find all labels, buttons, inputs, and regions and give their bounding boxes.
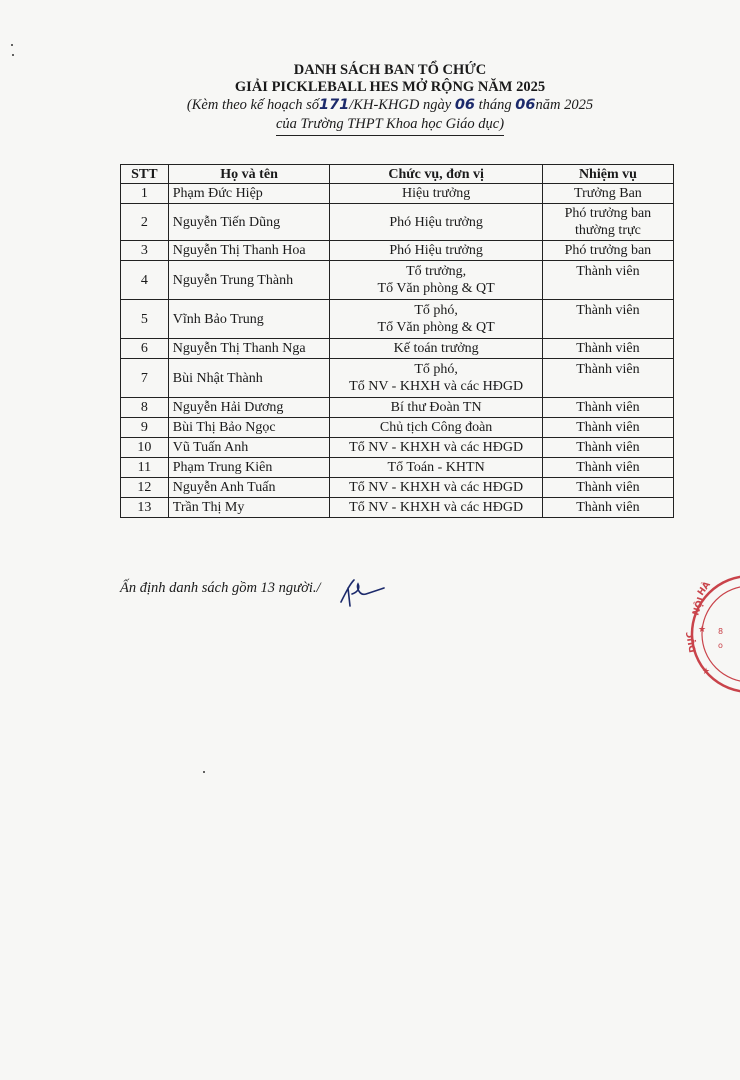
cell-stt: 4 — [121, 261, 169, 300]
handwritten-month: 06 — [515, 97, 536, 113]
svg-text:★: ★ — [702, 667, 711, 677]
cell-name: Vĩnh Bảo Trung — [168, 300, 330, 339]
column-header-role: Chức vụ, đơn vị — [330, 165, 542, 184]
cell-task: Phó trưởng ban — [542, 241, 673, 261]
cell-stt: 5 — [121, 300, 169, 339]
cell-stt: 3 — [121, 241, 169, 261]
cell-stt: 2 — [121, 204, 169, 241]
cell-role: Chủ tịch Công đoàn — [330, 418, 542, 438]
cell-task: Thành viên — [542, 339, 673, 359]
table-row — [121, 359, 674, 398]
document-issuer: của Trường THPT Khoa học Giáo dục) — [276, 115, 504, 136]
signature-mark-icon — [338, 578, 386, 608]
cell-name: Nguyễn Trung Thành — [168, 261, 330, 300]
table-row — [121, 458, 674, 478]
table-row — [121, 204, 674, 241]
cell-role: Tổ NV - KHXH và các HĐGD — [330, 478, 542, 498]
cell-stt: 10 — [121, 438, 169, 458]
svg-text:★: ★ — [698, 625, 707, 635]
cell-task: Thành viên — [542, 398, 673, 418]
cell-role: Tổ phó, Tổ Văn phòng & QT — [330, 300, 542, 339]
column-header-stt: STT — [121, 165, 169, 184]
scan-speck — [12, 54, 14, 56]
cell-name: Bùi Thị Bảo Ngọc — [168, 418, 330, 438]
cell-role: Tổ phó, Tổ NV - KHXH và các HĐGD — [330, 359, 542, 398]
cell-task: Trưởng Ban — [542, 184, 673, 204]
cell-role: Hiệu trưởng — [330, 184, 542, 204]
table-row — [121, 300, 674, 339]
cell-name: Nguyễn Hải Dương — [168, 398, 330, 418]
cell-task: Thành viên — [542, 418, 673, 438]
cell-role: Tổ NV - KHXH và các HĐGD — [330, 438, 542, 458]
cell-role: Tổ trưởng, Tổ Văn phòng & QT — [330, 261, 542, 300]
cell-name: Phạm Đức Hiệp — [168, 184, 330, 204]
cell-stt: 8 — [121, 398, 169, 418]
cell-name: Vũ Tuấn Anh — [168, 438, 330, 458]
document-reference: (Kèm theo kế hoạch số171/KH-KHGD ngày 06 tháng 06năm 2025 — [186, 97, 594, 113]
svg-text:8: 8 — [718, 627, 724, 636]
cell-name: Nguyễn Thị Thanh Hoa — [168, 241, 330, 261]
column-header-name: Họ và tên — [168, 165, 330, 184]
svg-text:NỘI: NỘI — [691, 596, 707, 617]
cell-role: Kế toán trưởng — [330, 339, 542, 359]
document-title: DANH SÁCH BAN TỔ CHỨC — [293, 62, 487, 78]
cell-task: Thành viên — [542, 498, 673, 518]
table-row — [121, 498, 674, 518]
cell-task: Thành viên — [542, 300, 673, 339]
handwritten-doc-number: 171 — [319, 97, 350, 113]
cell-name: Bùi Nhật Thành — [168, 359, 330, 398]
cell-name: Nguyễn Anh Tuấn — [168, 478, 330, 498]
cell-name: Trần Thị My — [168, 498, 330, 518]
handwritten-day: 06 — [454, 97, 475, 113]
cell-stt: 7 — [121, 359, 169, 398]
cell-name: Nguyễn Thị Thanh Nga — [168, 339, 330, 359]
organizing-committee-table — [120, 164, 674, 518]
table-row — [121, 418, 674, 438]
scan-speck — [203, 771, 205, 773]
cell-task: Thành viên — [542, 359, 673, 398]
cell-stt: 12 — [121, 478, 169, 498]
cell-task: Thành viên — [542, 261, 673, 300]
document-subtitle: GIẢI PICKLEBALL HES MỞ RỘNG NĂM 2025 — [234, 79, 546, 95]
scan-speck — [11, 44, 13, 46]
cell-stt: 13 — [121, 498, 169, 518]
table-row — [121, 398, 674, 418]
cell-stt: 11 — [121, 458, 169, 478]
cell-task: Thành viên — [542, 478, 673, 498]
table-row — [121, 261, 674, 300]
cell-task: Phó trưởng ban thường trực — [542, 204, 673, 241]
table-row — [121, 241, 674, 261]
cell-role: Tổ Toán - KHTN — [330, 458, 542, 478]
table-row — [121, 478, 674, 498]
closing-note: Ấn định danh sách gồm 13 người./ — [120, 580, 321, 596]
column-header-task: Nhiệm vụ — [542, 165, 673, 184]
svg-text:HÀ: HÀ — [696, 580, 713, 598]
cell-stt: 1 — [121, 184, 169, 204]
cell-name: Phạm Trung Kiên — [168, 458, 330, 478]
table-row — [121, 339, 674, 359]
table-row — [121, 184, 674, 204]
cell-task: Thành viên — [542, 438, 673, 458]
cell-role: Phó Hiệu trưởng — [330, 241, 542, 261]
cell-name: Nguyễn Tiến Dũng — [168, 204, 330, 241]
cell-role: Bí thư Đoàn TN — [330, 398, 542, 418]
svg-text:DỤC: DỤC — [685, 630, 699, 654]
document-header — [120, 62, 660, 136]
cell-task: Thành viên — [542, 458, 673, 478]
cell-role: Phó Hiệu trưởng — [330, 204, 542, 241]
svg-text:o: o — [718, 641, 723, 650]
table-header-row — [121, 165, 674, 184]
cell-role: Tổ NV - KHXH và các HĐGD — [330, 498, 542, 518]
cell-stt: 6 — [121, 339, 169, 359]
official-stamp-icon — [684, 572, 740, 702]
table-row — [121, 438, 674, 458]
cell-stt: 9 — [121, 418, 169, 438]
